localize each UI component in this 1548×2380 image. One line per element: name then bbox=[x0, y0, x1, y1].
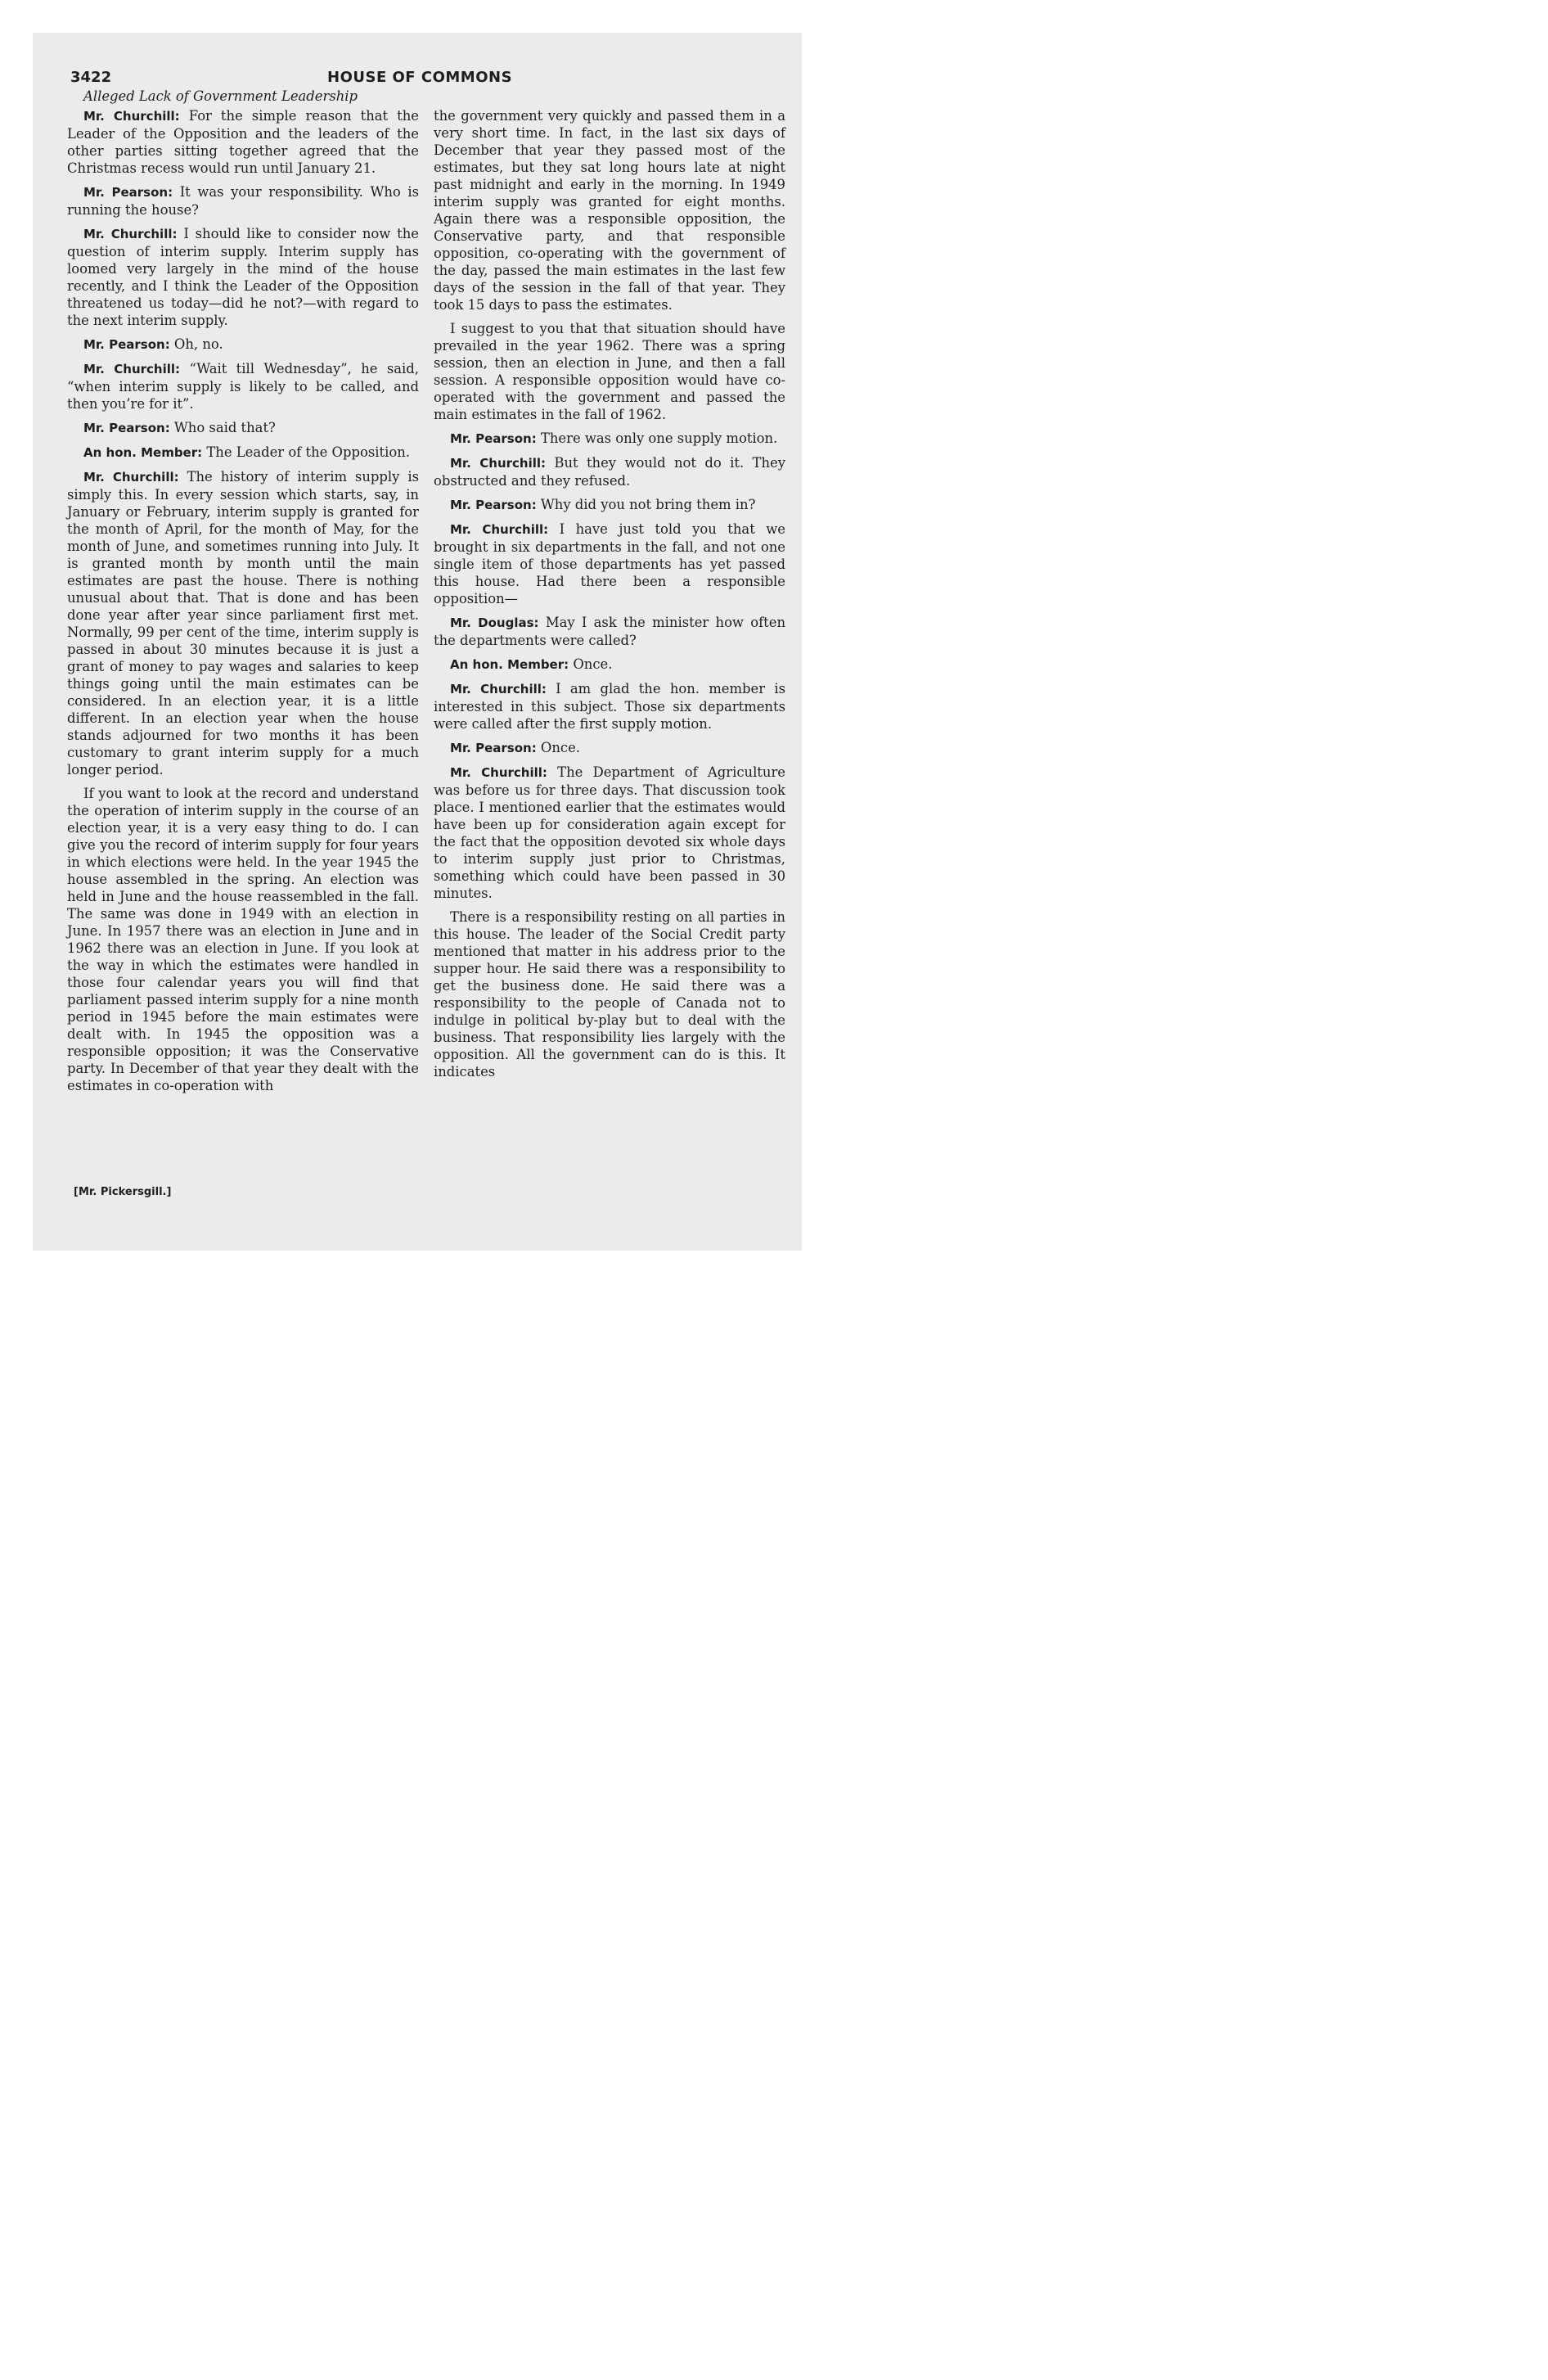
speaker-name: Mr. Pearson: bbox=[83, 421, 170, 435]
speech-paragraph bbox=[434, 739, 785, 757]
speech-text: May I ask the minister how often the departments were called? bbox=[434, 615, 786, 648]
speaker-name: Mr. Churchill: bbox=[83, 470, 179, 485]
speaker-name: Mr. Churchill: bbox=[83, 227, 178, 241]
speech-paragraph bbox=[434, 430, 785, 448]
speech-paragraph bbox=[434, 320, 785, 423]
speech-paragraph bbox=[67, 183, 419, 219]
speaker-name: An hon. Member: bbox=[450, 657, 569, 672]
page-header bbox=[70, 65, 790, 87]
speaker-name: An hon. Member: bbox=[83, 445, 203, 460]
running-head: HOUSE OF COMMONS bbox=[327, 69, 513, 86]
speech-paragraph bbox=[434, 656, 785, 674]
speech-text: the government very quickly and passed them in a very short time. In fact, in the last six days of December that year they passed most of the estimates, but they sat long hours late at night past midnight and early in the morning. In 1949 interim supply was granted for eight months. Again there was a responsible opposition, the Conservative party, and that responsible opposition, co-operating with the government of the day, passed the main estimates in the last few days of the session in the fall of that year. They took 15 days to pass the estimates. bbox=[434, 108, 785, 313]
speech-paragraph bbox=[434, 521, 785, 607]
left-column bbox=[67, 88, 419, 1101]
speech-paragraph bbox=[434, 614, 785, 649]
speech-text: If you want to look at the record and understand the operation of interim supply in the course of an election year, it is a very easy thing to do. I can give you the record of interim supply for four years in which elections were held. In the year 1945 the house assembled in the spring. An election was held in June and the house reassembled in the fall. The same was done in 1949 with an election in June. In 1957 there was an election in June and in 1962 there was an election in June. If you look at the way in which the estimates were handled in those four calendar years you will find that parliament passed interim supply for a nine month period in 1945 before the main estimates were dealt with. In 1945 the opposition was a responsible opposition; it was the Conservative party. In December of that year they dealt with the estimates in co-operation with bbox=[67, 786, 419, 1093]
speech-paragraph bbox=[67, 468, 419, 778]
speech-paragraph bbox=[67, 785, 419, 1094]
speaker-name: Mr. Pearson: bbox=[450, 498, 537, 512]
speaker-name: Mr. Pearson: bbox=[450, 741, 537, 755]
speech-paragraph bbox=[67, 107, 419, 177]
speech-text: It was your responsibility. Who is running the house? bbox=[67, 184, 420, 218]
speech-text: Oh, no. bbox=[173, 336, 223, 352]
right-column bbox=[434, 107, 785, 1087]
speaker-name: Mr. Churchill: bbox=[83, 109, 180, 124]
speech-paragraph bbox=[67, 360, 419, 412]
speaker-name: Mr. Churchill: bbox=[450, 456, 547, 471]
speaker-name: Mr. Pearson: bbox=[83, 337, 170, 352]
speech-paragraph bbox=[67, 225, 419, 329]
speaker-name: Mr. Churchill: bbox=[83, 362, 181, 376]
speaker-name: Mr. Douglas: bbox=[450, 615, 539, 630]
speech-text: The history of interim supply is simply this. In every session which starts, say, in January or February, interim supply is granted for the month of April, for the month of May, for the month of June, and sometimes running into July. It is granted month by month until the main estimates are past the house. There is nothing unusual about that. That is done and has been done year after year since parliament first met. Normally, 99 per cent of the time, interim supply is passed in about 30 minutes because it is just a grant of money to pay wages and salaries to keep things going until the main estimates can be considered. In an election year, it is a little different. In an election year when the house stands adjourned for two months it has been customary to grant interim supply for a much longer period. bbox=[67, 469, 419, 778]
speaker-name: Mr. Pearson: bbox=[450, 431, 537, 446]
speech-text: Once. bbox=[540, 740, 581, 755]
speech-text: The Department of Agriculture was before us for three days. That discussion took place. I mentioned earlier that the estimates would have been up for consideration again except for the fact that the opposition devoted six whole days to interim supply just prior to Christmas, something which could have been passed in 30 minutes. bbox=[434, 764, 785, 901]
speech-paragraph bbox=[67, 444, 419, 462]
footer-attribution: [Mr. Pickersgill.] bbox=[74, 1186, 172, 1198]
speech-paragraph bbox=[434, 908, 785, 1080]
speech-text: Who said that? bbox=[173, 420, 276, 435]
speaker-name: Mr. Pearson: bbox=[83, 185, 173, 200]
speech-text: There is a responsibility resting on all parties in this house. The leader of the Social Credit party mentioned that matter in his address prior to the supper hour. He said there was a responsibility to get the business done. He said there was a responsibility to the people of Canada not to indulge in political by-play but to deal with the business. That responsibility lies largely with the opposition. All the government can do is this. It indicates bbox=[434, 909, 785, 1080]
speech-text: I suggest to you that that situation should have prevailed in the year 1962. There was a spring session, then an election in June, and then a fall session. A responsible opposition would have co-operated with the government and passed the main estimates in the fall of 1962. bbox=[434, 321, 785, 422]
speech-text: I should like to consider now the question of interim supply. Interim supply has loomed very largely in the mind of the house recently, and I think the Leader of the Opposition threatened us today—did he not?—with regard to the next interim supply. bbox=[67, 226, 419, 328]
speech-paragraph bbox=[434, 496, 785, 514]
speech-paragraph bbox=[434, 764, 785, 902]
speech-text: The Leader of the Opposition. bbox=[206, 444, 410, 460]
speaker-name: Mr. Churchill: bbox=[450, 765, 547, 780]
speech-text: Why did you not bring them in? bbox=[540, 497, 756, 512]
speech-paragraph bbox=[434, 680, 785, 732]
speech-text: I am glad the hon. member is interested in this subject. Those six departments were called after the first supply motion. bbox=[434, 681, 785, 732]
speech-text: But they would not do it. They obstructed and they refused. bbox=[434, 455, 785, 489]
speech-text: “Wait till Wednesday”, he said, “when interim supply is likely to be called, and then you’re for it”. bbox=[67, 361, 419, 412]
speech-paragraph bbox=[67, 336, 419, 354]
speech-text: Once. bbox=[573, 656, 613, 672]
section-subtitle: Alleged Lack of Government Leadership bbox=[83, 88, 358, 104]
speech-text: For the simple reason that the Leader of the Opposition and the leaders of the other parties sitting together agreed that the Christmas recess would run until January 21. bbox=[67, 108, 419, 176]
speech-paragraph bbox=[434, 107, 785, 313]
speech-paragraph bbox=[434, 454, 785, 489]
speech-text: I have just told you that we brought in six departments in the fall, and not one single item of those departments has yet passed this house. Had there been a responsible opposition— bbox=[434, 521, 785, 606]
page-number: 3422 bbox=[70, 69, 112, 86]
speech-text: There was only one supply motion. bbox=[540, 430, 778, 446]
speaker-name: Mr. Churchill: bbox=[450, 682, 547, 696]
speech-paragraph bbox=[67, 419, 419, 437]
speaker-name: Mr. Churchill: bbox=[450, 522, 549, 537]
